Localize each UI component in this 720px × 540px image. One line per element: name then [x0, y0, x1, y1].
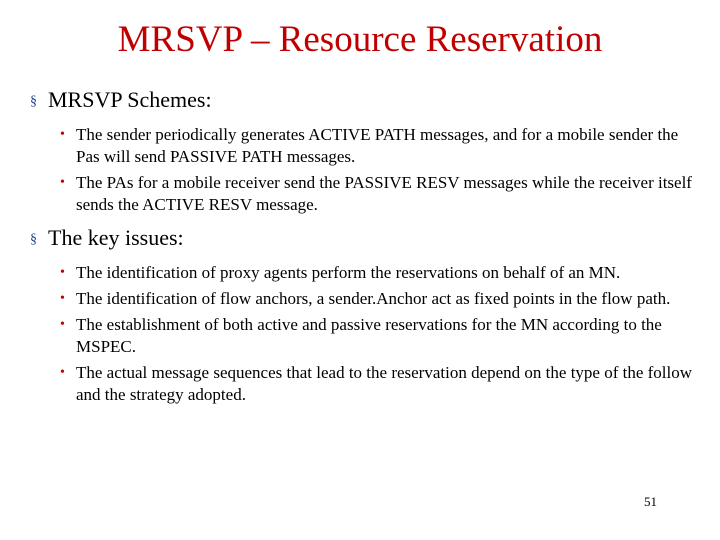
sub-bullet-icon: • — [60, 265, 65, 280]
section-bullet-icon: § — [30, 232, 37, 247]
sub-bullet-icon: • — [60, 175, 65, 190]
list-item — [60, 314, 700, 358]
sub-bullet-icon: • — [60, 317, 65, 332]
list-item — [60, 288, 700, 310]
list-item — [60, 124, 700, 168]
section-heading: MRSVP Schemes: — [48, 87, 212, 112]
list-item-text: The identification of flow anchors, a sender.Anchor act as fixed points in the flow path. — [76, 289, 671, 308]
sub-bullet-icon: • — [60, 127, 65, 142]
section-mrsvp-schemes — [30, 86, 700, 216]
list-item — [60, 362, 700, 406]
sub-bullet-icon: • — [60, 365, 65, 380]
slide-title: MRSVP – Resource Reservation — [117, 19, 603, 60]
section-heading-row — [30, 224, 700, 256]
section-key-issues — [30, 224, 700, 406]
list-item-text: The sender periodically generates ACTIVE PATH messages, and for a mobile sender the Pas will send PASSIVE PATH messages. — [76, 125, 679, 166]
section-heading-row — [30, 86, 700, 118]
list-item-text: The establishment of both active and passive reservations for the MN according to the MSPEC. — [76, 315, 662, 356]
sub-bullet-list — [30, 262, 700, 406]
list-item-text: The PAs for a mobile receiver send the PASSIVE RESV messages while the receiver itself sends the ACTIVE RESV message. — [76, 173, 692, 214]
list-item — [60, 262, 700, 284]
list-item-text: The actual message sequences that lead to the reservation depend on the type of the follow and the strategy adopted. — [76, 363, 693, 404]
section-heading: The key issues: — [48, 225, 184, 250]
list-item — [60, 172, 700, 216]
section-bullet-icon: § — [30, 94, 37, 109]
page-number: 51 — [644, 494, 657, 509]
sub-bullet-list — [30, 124, 700, 216]
list-item-text: The identification of proxy agents perform the reservations on behalf of an MN. — [76, 263, 621, 282]
sub-bullet-icon: • — [60, 291, 65, 306]
